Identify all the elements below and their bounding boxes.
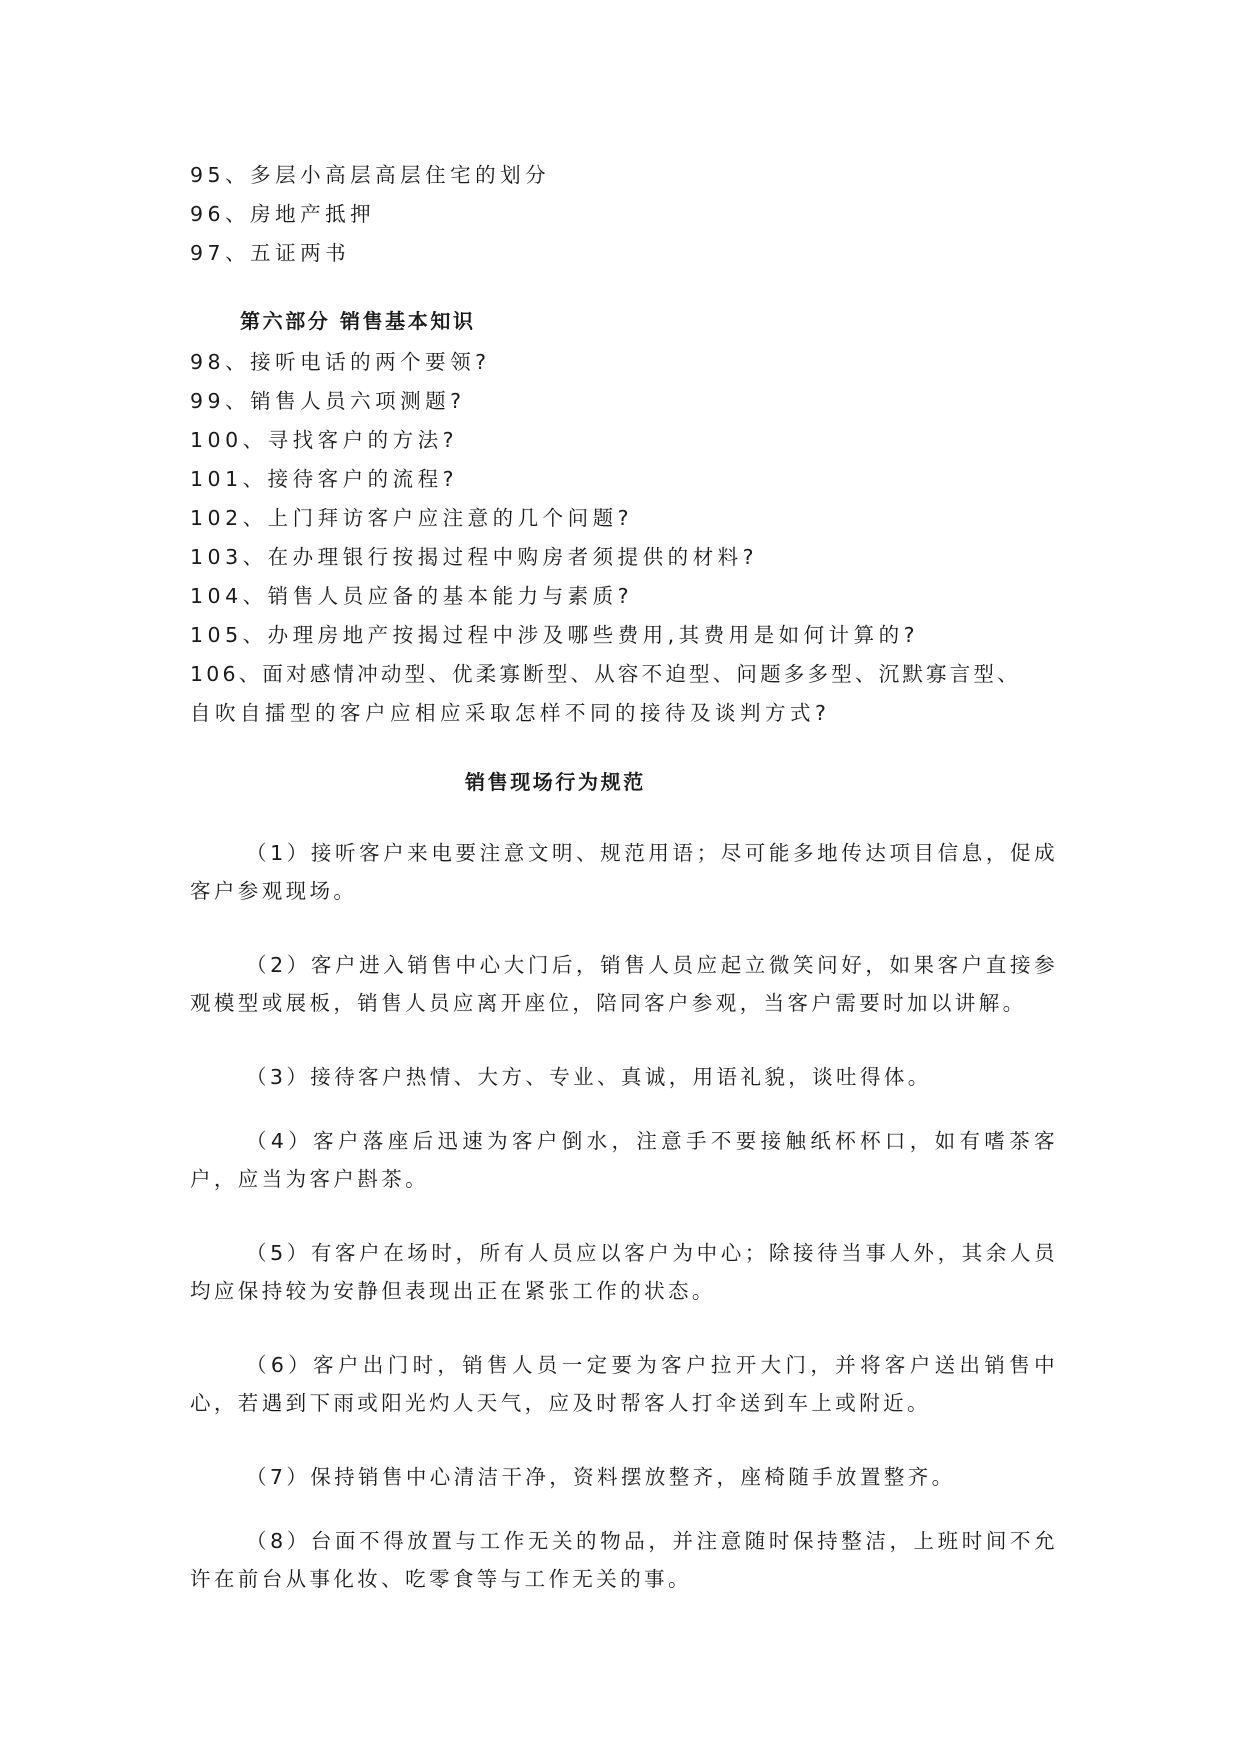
question-item: 100、寻找客户的方法? xyxy=(190,428,459,452)
rule-paragraph: （3）接待客户热情、大方、专业、真诚，用语礼貌，谈吐得体。 xyxy=(246,1065,932,1089)
question-item: 自吹自擂型的客户应相应采取怎样不同的接待及谈判方式? xyxy=(190,701,831,725)
question-item: 96、房地产抵押 xyxy=(190,202,376,226)
rule-paragraph: （8）台面不得放置与工作无关的物品，并注意随时保持整洁，上班时间不允许在前台从事化妆、吃零食等与工作无关的事。 xyxy=(190,1529,1058,1591)
question-item: 95、多层小高层高层住宅的划分 xyxy=(190,163,551,187)
section-heading: 销售现场行为规范 xyxy=(465,770,646,794)
rule-paragraph: （2）客户进入销售中心大门后，销售人员应起立微笑问好，如果客户直接参观模型或展板，销售人员应离开座位，陪同客户参观，当客户需要时加以讲解。 xyxy=(190,953,1058,1015)
rule-paragraph: （4）客户落座后迅速为客户倒水，注意手不要接触纸杯杯口，如有嗜茶客户，应当为客户斟茶。 xyxy=(190,1129,1058,1191)
question-item: 102、上门拜访客户应注意的几个问题? xyxy=(190,506,634,530)
question-item: 98、接听电话的两个要领? xyxy=(190,350,491,374)
question-item: 105、办理房地产按揭过程中涉及哪些费用,其费用是如何计算的? xyxy=(190,623,920,647)
rule-paragraph: （1）接听客户来电要注意文明、规范用语；尽可能多地传达项目信息，促成客户参观现场。 xyxy=(190,841,1058,903)
rule-paragraph: （6）客户出门时，销售人员一定要为客户拉开大门，并将客户送出销售中心，若遇到下雨或阳光灼人天气，应及时帮客人打伞送到车上或附近。 xyxy=(190,1353,1058,1415)
rule-paragraph: （7）保持销售中心清洁干净，资料摆放整齐，座椅随手放置整齐。 xyxy=(246,1465,956,1489)
question-item: 101、接待客户的流程? xyxy=(190,467,459,491)
question-item: 97、五证两书 xyxy=(190,241,351,265)
question-item: 106、面对感情冲动型、优柔寡断型、从容不迫型、问题多多型、沉默寡言型、 xyxy=(190,662,1021,686)
question-item: 103、在办理银行按揭过程中购房者须提供的材料? xyxy=(190,545,759,569)
question-item: 99、销售人员六项测题? xyxy=(190,389,466,413)
section-heading: 第六部分 销售基本知识 xyxy=(240,309,476,333)
question-item: 104、销售人员应备的基本能力与素质? xyxy=(190,584,634,608)
rule-paragraph: （5）有客户在场时，所有人员应以客户为中心；除接待当事人外，其余人员均应保持较为安静但表现出正在紧张工作的状态。 xyxy=(190,1241,1058,1303)
